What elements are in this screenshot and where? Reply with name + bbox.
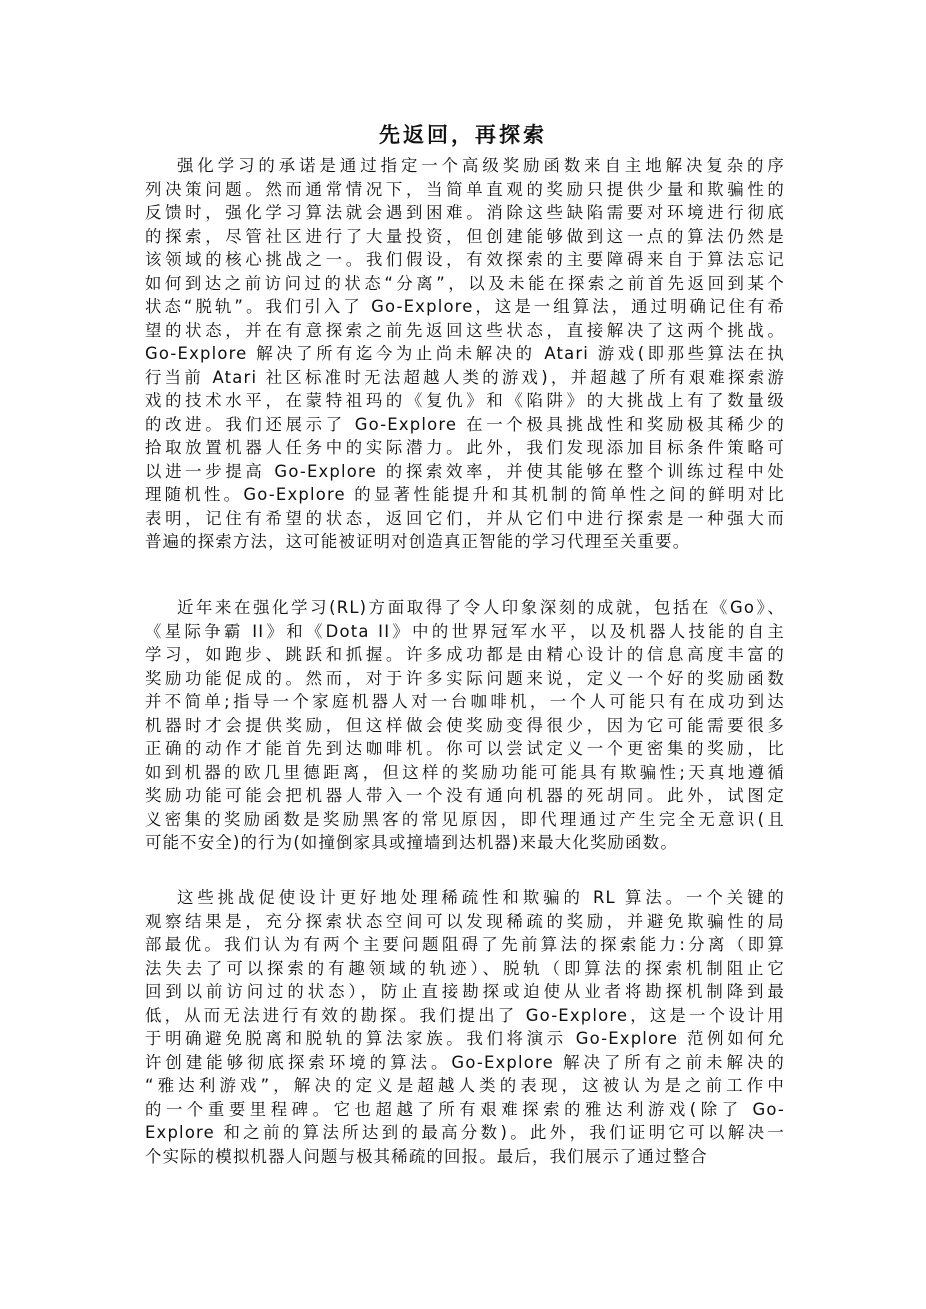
text-line: 并不简单;指导一个家庭机器人对一台咖啡机，一个人可能只有在成功到达	[145, 692, 785, 711]
text-line: 近年来在强化学习(RL)方面取得了令人印象深刻的成就，包括在《Go》、	[177, 598, 785, 617]
text-line: 学习，如跑步、跳跃和抓握。许多成功都是由精心设计的信息高度丰富的	[145, 645, 785, 664]
text-line: 个实际的模拟机器人问题与极其稀疏的回报。最后，我们展示了通过整合	[145, 1146, 708, 1166]
text-line: 该领域的核心挑战之一。我们假设，有效探索的主要障碍来自于算法忘记	[145, 250, 785, 269]
text-line: “雅达利游戏”，解决的定义是超越人类的表现，这被认为是之前工作中	[145, 1076, 785, 1095]
text-line: 理随机性。Go-Explore 的显著性能提升和其机制的简单性之间的鲜明对比	[145, 485, 785, 504]
text-line: 表明，记住有希望的状态，返回它们，并从它们中进行探索是一种强大而	[145, 508, 785, 528]
text-line: 强化学习的承诺是通过指定一个高级奖励函数来自主地解决复杂的序	[177, 156, 785, 175]
intro-paragraph-2	[145, 886, 785, 1168]
text-line: 《星际争霸 II》和《Dota II》中的世界冠军水平，以及机器人技能的自主	[145, 621, 785, 641]
text-line: 低，从而无法进行有效的勘探。我们提出了 Go-Explore，这是一个设计用	[145, 1005, 785, 1025]
text-line: Go-Explore 解决了所有迄今为止尚未解决的 Atari 游戏(即那些算法在执	[145, 344, 785, 363]
text-line: 状态“脱轨”。我们引入了 Go-Explore，这是一组算法，通过明确记住有希	[145, 297, 785, 316]
text-line: 如何到达之前访问过的状态“分离”，以及未能在探索之前首先返回到某个	[145, 273, 785, 293]
text-line: Explore 和之前的算法所达到的最高分数)。此外，我们证明它可以解决一	[145, 1123, 785, 1142]
text-line: 奖励功能可能会把机器人带入一个没有通向机器的死胡同。此外，试图定	[145, 786, 785, 805]
text-line: 的改进。我们还展示了 Go-Explore 在一个极具挑战性和奖励极其稀少的	[145, 414, 785, 434]
text-line: 以进一步提高 Go-Explore 的探索效率，并使其能够在整个训练过程中处	[145, 461, 785, 481]
text-line: 如到机器的欧几里德距离，但这样的奖励功能可能具有欺骗性;天真地遵循	[145, 762, 785, 782]
text-line: 戏的技术水平，在蒙特祖玛的《复仇》和《陷阱》的大挑战上有了数量级	[145, 391, 785, 410]
text-line: 许创建能够彻底探索环境的算法。Go-Explore 解决了所有之前未解决的	[145, 1052, 785, 1072]
intro-paragraph-1	[145, 596, 785, 855]
text-line: 列决策问题。然而通常情况下，当简单直观的奖励只提供少量和欺骗性的	[145, 179, 785, 199]
text-line: 义密集的奖励函数是奖励黑客的常见原因，即代理通过产生完全无意识(且	[145, 809, 785, 829]
text-line: 奖励功能促成的。然而，对于许多实际问题来说，定义一个好的奖励函数	[145, 668, 785, 688]
text-line: 普遍的探索方法，这可能被证明对创造真正智能的学习代理至关重要。	[145, 532, 691, 551]
text-line: 法失去了可以探索的有趣领域的轨迹）、脱轨（即算法的探索机制阻止它	[145, 958, 785, 978]
document-title: 先返回，再探索	[379, 122, 547, 147]
text-line: 部最优。我们认为有两个主要问题阻碍了先前算法的探索能力:分离（即算	[145, 935, 785, 954]
text-line: 于明确避免脱离和脱轨的算法家族。我们将演示 Go-Explore 范例如何允	[145, 1029, 785, 1048]
text-line: 的探索，尽管社区进行了大量投资，但创建能够做到这一点的算法仍然是	[145, 226, 785, 246]
text-line: 望的状态，并在有意探索之前先返回这些状态，直接解决了这两个挑战。	[145, 320, 785, 340]
text-line: 反馈时，强化学习算法就会遇到困难。消除这些缺陷需要对环境进行彻底	[145, 203, 785, 222]
text-line: 回到以前访问过的状态），防止直接勘探或迫使从业者将勘探机制降到最	[145, 982, 785, 1001]
text-line: 可能不安全)的行为(如撞倒家具或撞墙到达机器)来最大化奖励函数。	[145, 833, 678, 852]
text-line: 机器时才会提供奖励，但这样做会使奖励变得很少，因为它可能需要很多	[145, 715, 785, 735]
abstract-paragraph	[145, 154, 785, 554]
text-line: 拾取放置机器人任务中的实际潜力。此外，我们发现添加目标条件策略可	[145, 438, 785, 457]
text-line: 的一个重要里程碑。它也超越了所有艰难探索的雅达利游戏(除了 Go-	[145, 1099, 785, 1119]
text-line: 观察结果是，充分探索状态空间可以发现稀疏的奖励，并避免欺骗性的局	[145, 911, 785, 931]
text-line: 正确的动作才能首先到达咖啡机。你可以尝试定义一个更密集的奖励，比	[145, 739, 785, 758]
text-line: 这些挑战促使设计更好地处理稀疏性和欺骗的 RL 算法。一个关键的	[177, 888, 785, 907]
text-line: 行当前 Atari 社区标准时无法超越人类的游戏)，并超越了所有艰难探索游	[145, 367, 785, 387]
